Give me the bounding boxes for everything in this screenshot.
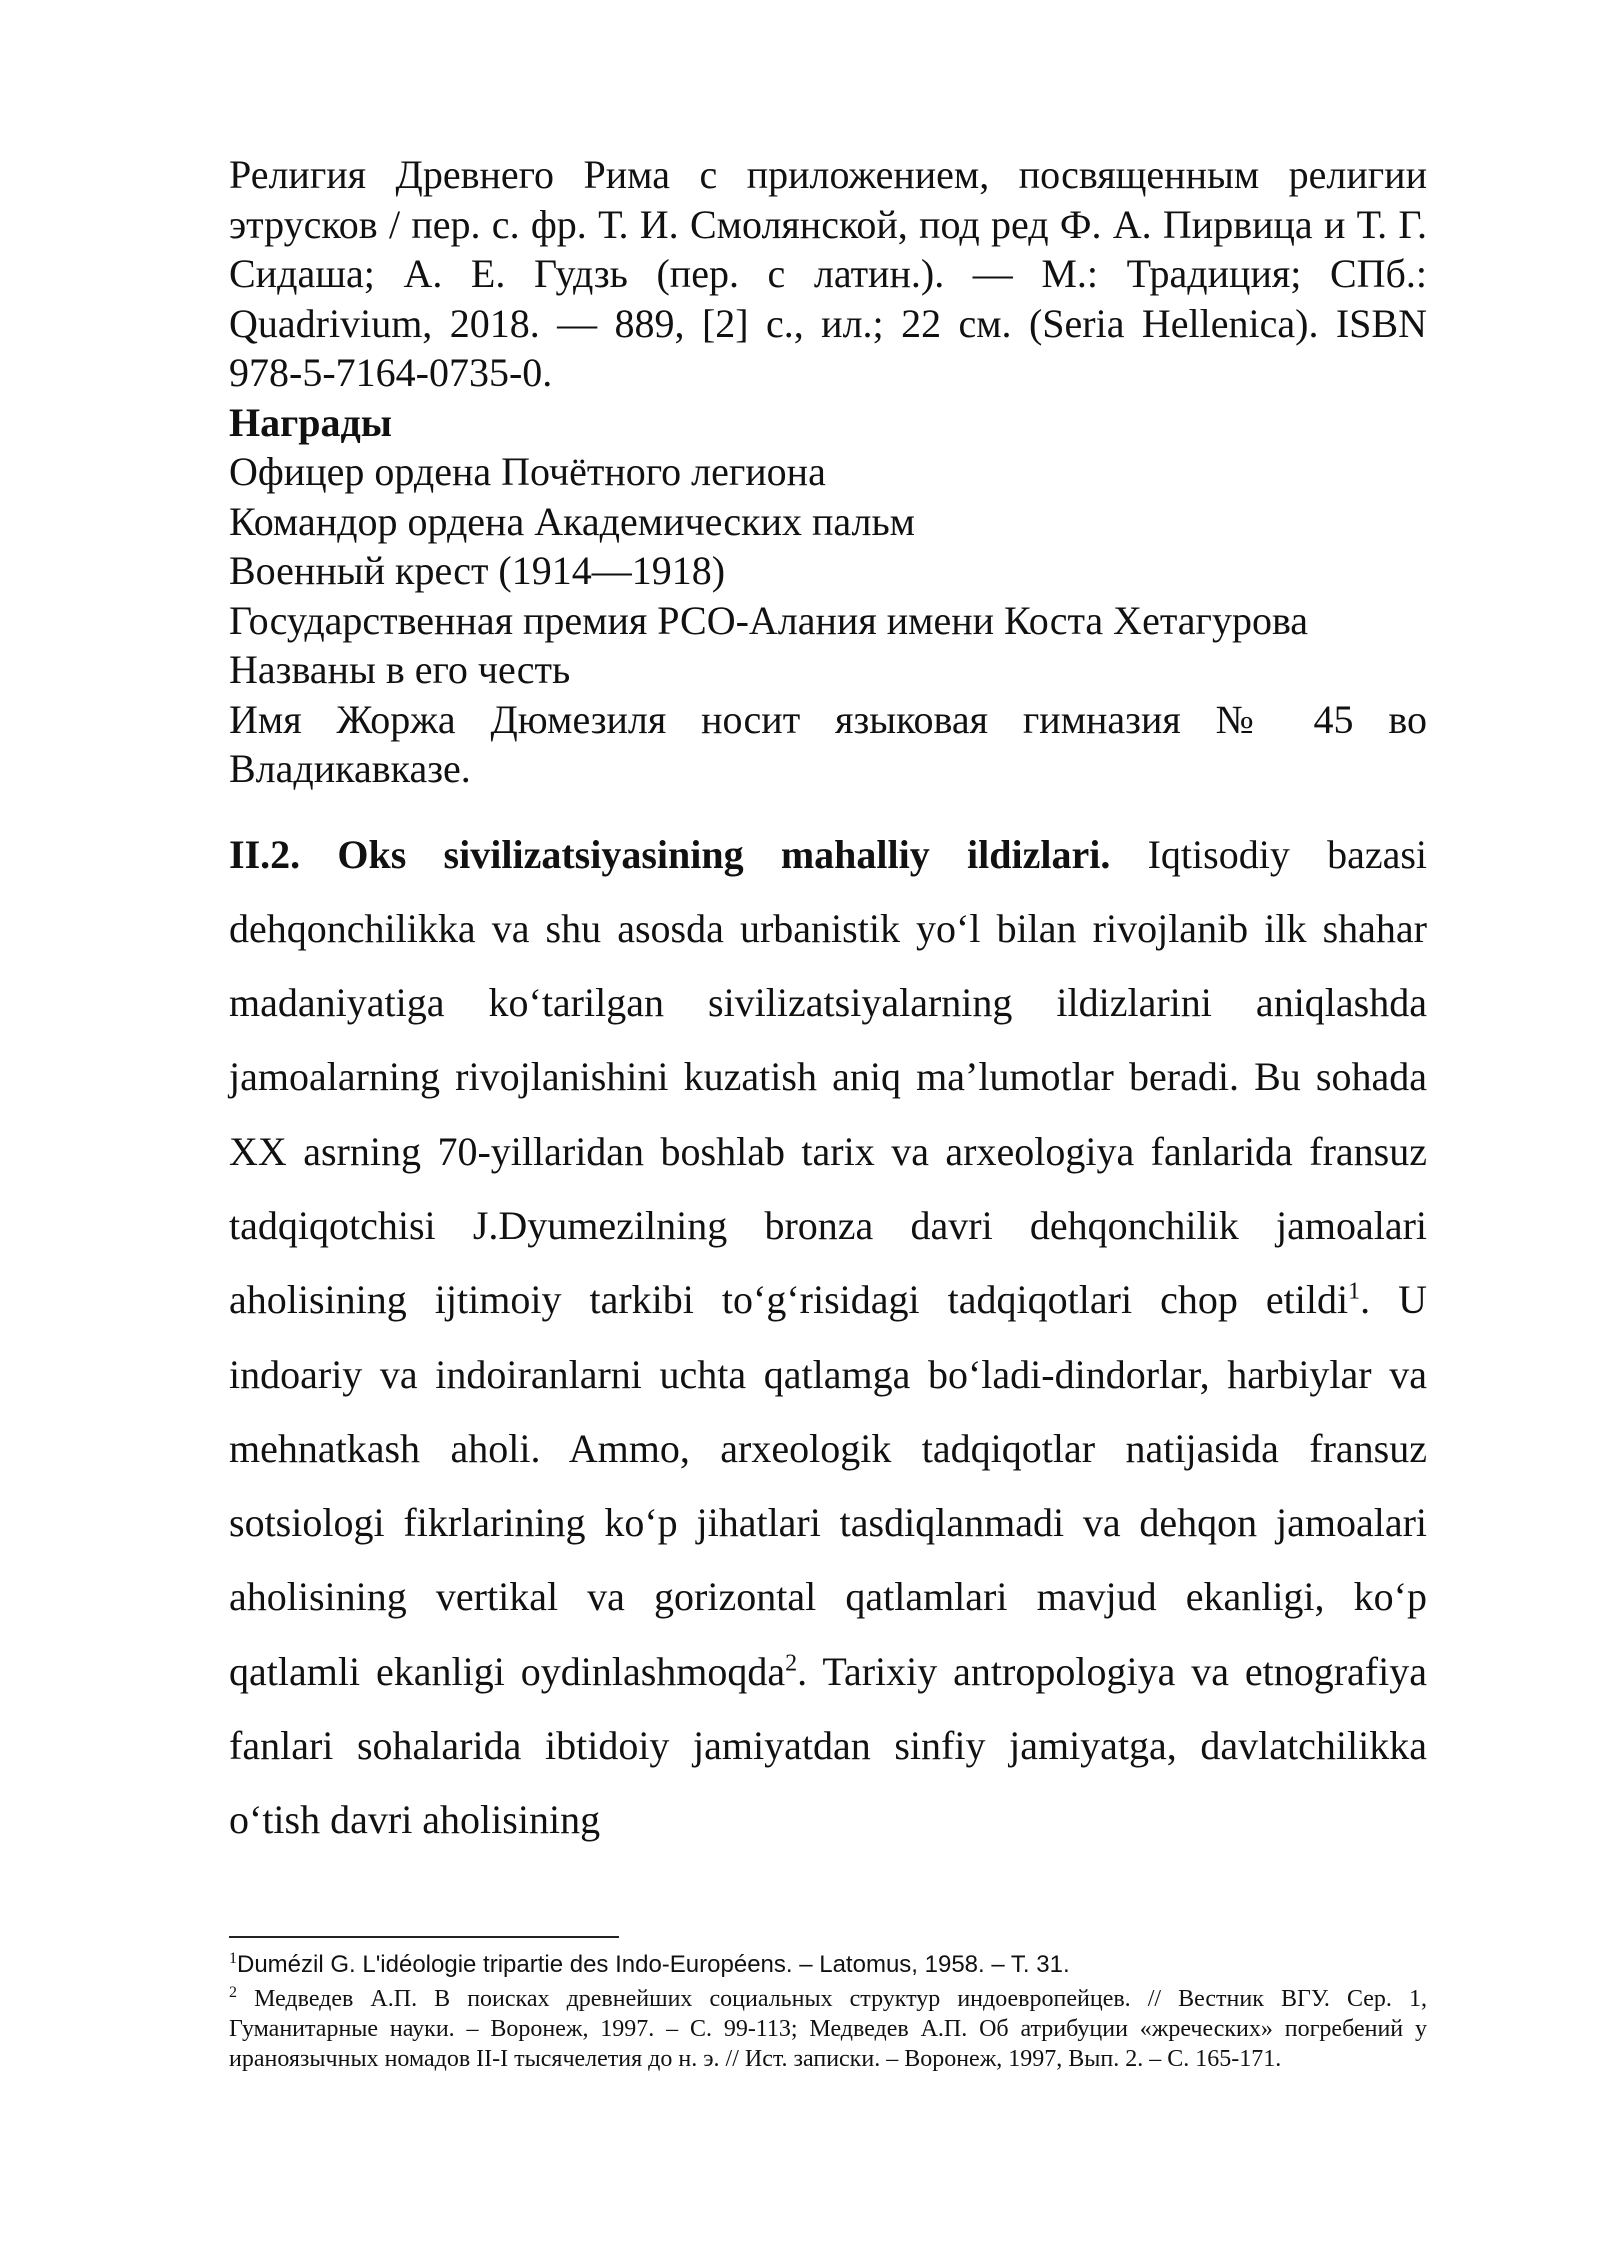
section-title: II.2. Oks sivilizatsiyasining mahalliy ildizlari.	[229, 831, 1111, 877]
document-page	[229, 150, 1427, 1858]
top-block	[229, 150, 1427, 794]
award-item: Государственная премия РСО-Алания имени Коста Хетагурова	[229, 597, 1309, 643]
footnote-item	[229, 1984, 1427, 2074]
section-2-2	[229, 818, 1427, 1858]
body-text: Iqtisodiy bazasi dehqonchilikka va shu asosda urbanistik yo‘l bilan rivojlanib ilk shahar madaniyatiga ko‘tarilgan sivilizatsiyalarning ildizlarini aniqlashda jamoalarning rivojlanishini kuzatish aniq ma’lumotlar beradi. Bu sohada XX asrning 70-yillaridan boshlab tarix va arxeologiya fanlarida fransuz tadqiqotchisi J.Dyumezilning bronza davri dehqonchilik jamoalari aholisining ijtimoiy tarkibi to‘g‘risidagi tadqiqotlari chop etildi	[229, 831, 1428, 1323]
award-item: Командор ордена Академических пальм	[229, 498, 915, 544]
footnote-number: 2	[229, 1984, 237, 2001]
footnotes	[229, 1950, 1427, 2078]
body-text: . U indoariy va indoiranlarni uchta qatlamga bo‘ladi-dindorlar, harbiylar va mehnatkash aholi. Ammo, arxeologik tadqiqotlar natijasida fransuz sotsiologi fikrlarining ko‘p jihatlari tasdiqlanmadi va dehqon jamoalari aholisining vertikal va gorizontal qatlamlari mavjud ekanligi, ko‘p qatlamli ekanligi oydinlashmoqda	[229, 1277, 1427, 1694]
body-text: . Tarixiy antropologiya va etnografiya fanlari sohalarida ibtidoiy jamiyatdan sinfiy jamiyatga, davlatchilikka o‘tish davri aholisining	[229, 1648, 1427, 1843]
bibliography-entry: Религия Древнего Рима с приложением, посвященным религии этрусков / пер. с. фр. Т. И. Смолянской, под ред Ф. А. Пирвица и Т. Г. Сидаша; А. Е. Гудзь (пер. с латин.). — М.: Традиция; СПб.: Quadrivium, 2018. — 889, [2] с., ил.; 22 см. (Seria Hellenica). ISBN 978-5-7164-0735-0.	[229, 152, 1427, 395]
section-paragraph	[229, 818, 1427, 1858]
award-item: Офицер ордена Почётного легиона	[229, 449, 826, 494]
footnote-item	[229, 1950, 1427, 1980]
awards-heading: Награды	[229, 399, 392, 445]
award-item: Военный крест (1914—1918)	[229, 548, 726, 593]
footnote-separator	[229, 1936, 619, 1938]
footnote-text: Dumézil G. L'idéologie tripartie des Indo-Européens. – Latomus, 1958. – T. 31.	[237, 1951, 1070, 1978]
footnote-number: 1	[229, 1950, 237, 1967]
named-text: Имя Жоржа Дюмезиля носит языковая гимназия № 45 во Владикавказе.	[229, 696, 1427, 791]
named-heading: Названы в его честь	[229, 647, 571, 692]
footnote-ref[interactable]: 1	[1348, 1278, 1361, 1305]
footnote-text: Медведев А.П. В поисках древнейших социальных структур индоевропейцев. // Вестник ВГУ. Сер. 1, Гуманитарные науки. – Воронеж, 1997. – С. 99-113; Медведев А.П. Об атрибуции «жреческих» погребений у ираноязычных номадов II-I тысячелетия до н. э. // Ист. записки. – Воронеж, 1997, Вып. 2. – С. 165-171.	[229, 1986, 1427, 2072]
footnote-ref[interactable]: 2	[785, 1650, 798, 1677]
